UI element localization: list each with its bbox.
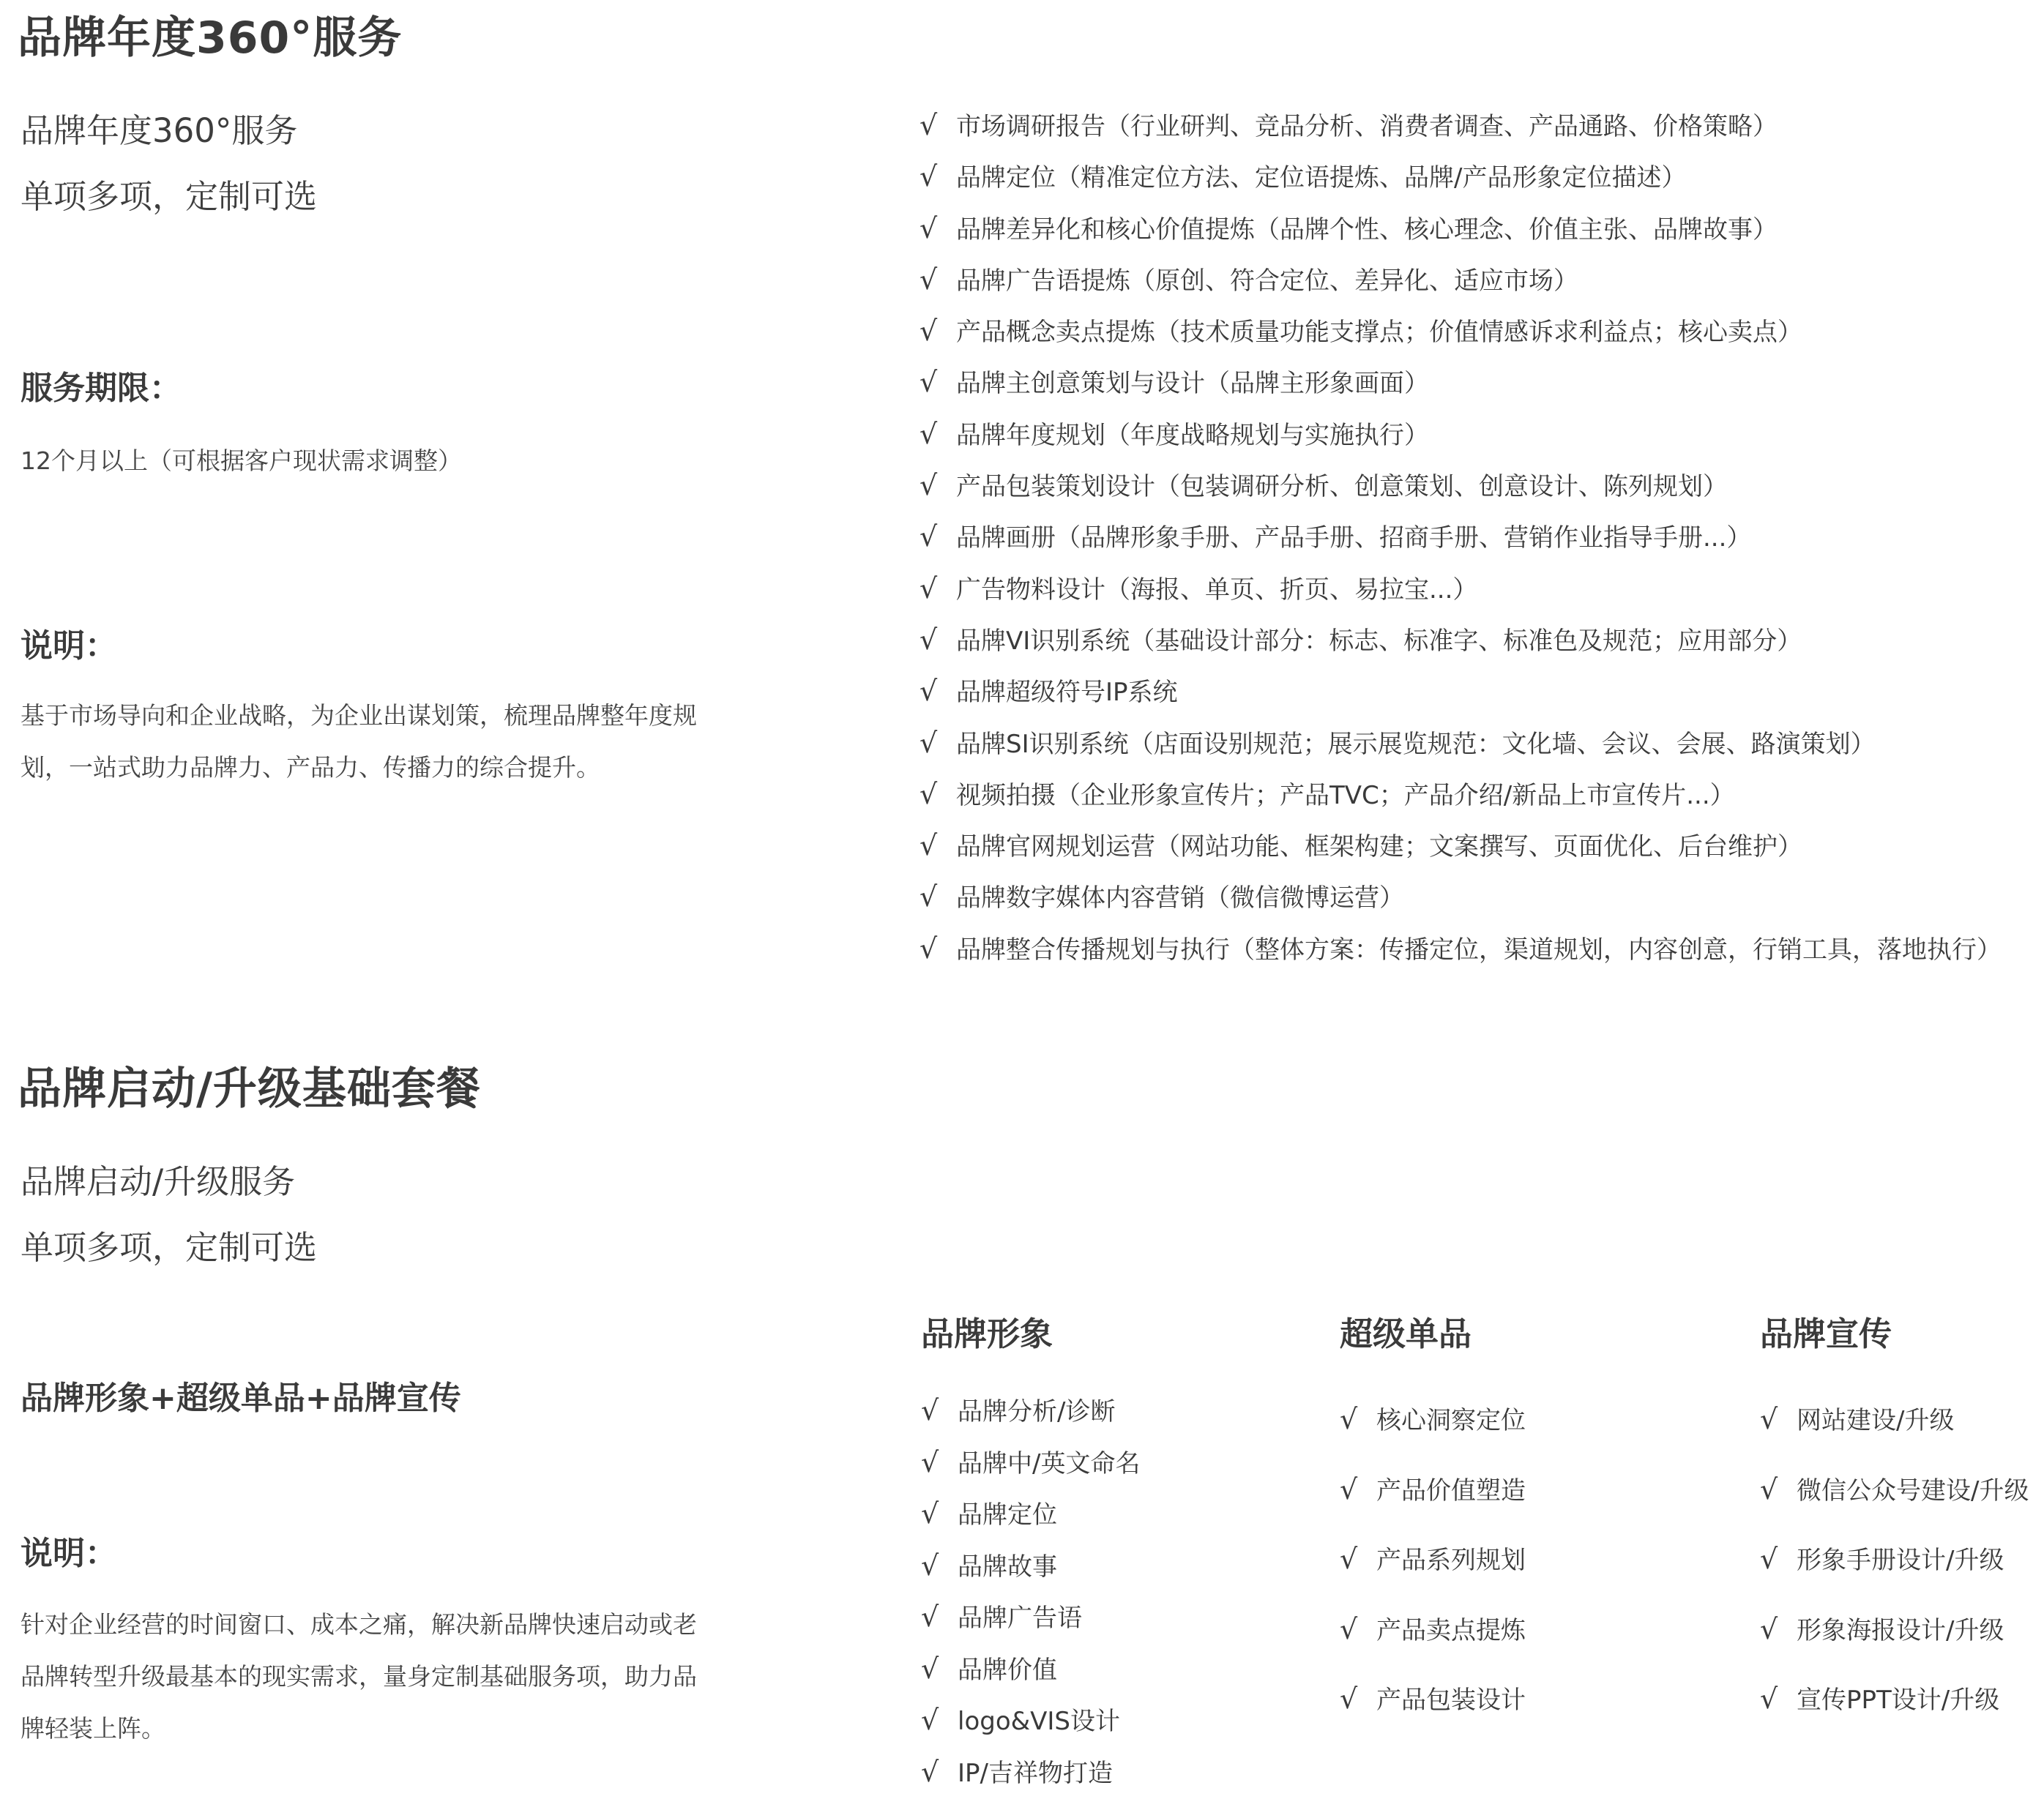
checkmark-icon: √ bbox=[920, 520, 938, 553]
checkmark-icon: √ bbox=[920, 726, 938, 759]
list-item-text: 微信公众号建设/升级 bbox=[1797, 1476, 2029, 1506]
list-item bbox=[921, 1540, 1140, 1592]
checkmark-icon: √ bbox=[920, 366, 938, 399]
list-item bbox=[921, 1437, 1140, 1489]
checkmark-icon: √ bbox=[920, 417, 938, 450]
list-item bbox=[920, 356, 2002, 408]
list-item-text: IP/吉祥物打造 bbox=[958, 1758, 1113, 1788]
list-item-text: 品牌数字媒体内容营销（微信微博运营） bbox=[956, 883, 1404, 913]
list-item bbox=[920, 254, 2002, 305]
list-item-text: 品牌中/英文命名 bbox=[958, 1448, 1141, 1478]
list-item-text: 品牌分析/诊断 bbox=[958, 1397, 1116, 1426]
checkmark-icon: √ bbox=[921, 1549, 939, 1582]
list-item-text: 品牌超级符号IP系统 bbox=[956, 678, 1178, 708]
column-title-brand-promotion: 品牌宣传 bbox=[1760, 1314, 1892, 1353]
section1-subtitle: 品牌年度360°服务 bbox=[20, 111, 298, 150]
list-item bbox=[920, 100, 2002, 151]
checkmark-icon: √ bbox=[920, 623, 938, 656]
section2-subtitle-2: 单项多项，定制可选 bbox=[20, 1228, 318, 1267]
list-item-text: 品牌广告语提炼（原创、符合定位、差异化、适应市场） bbox=[956, 266, 1578, 296]
list-item bbox=[920, 871, 2002, 922]
checkmark-icon: √ bbox=[921, 1755, 939, 1788]
section1-service-list bbox=[920, 100, 2002, 974]
list-item bbox=[921, 1591, 1140, 1643]
list-item-text: 广告物料设计（海报、单页、折页、易拉宝...） bbox=[956, 575, 1478, 605]
section2-subtitle: 品牌启动/升级服务 bbox=[20, 1162, 296, 1201]
list-item bbox=[921, 1643, 1140, 1695]
checkmark-icon: √ bbox=[920, 469, 938, 502]
list-item bbox=[921, 1488, 1140, 1540]
checkmark-icon: √ bbox=[921, 1394, 939, 1426]
list-item-text: 形象海报设计/升级 bbox=[1797, 1615, 2004, 1645]
column-list-brand-image bbox=[921, 1385, 1140, 1798]
checkmark-icon: √ bbox=[920, 212, 938, 244]
checkmark-icon: √ bbox=[921, 1704, 939, 1736]
list-item bbox=[920, 614, 2002, 665]
column-list-brand-promotion bbox=[1760, 1385, 2029, 1735]
checkmark-icon: √ bbox=[1760, 1473, 1778, 1506]
section1-title: 品牌年度360°服务 bbox=[18, 12, 403, 64]
list-item-text: 品牌定位（精准定位方法、定位语提炼、品牌/产品形象定位描述） bbox=[956, 163, 1687, 193]
list-item bbox=[1340, 1385, 1526, 1455]
checkmark-icon: √ bbox=[920, 675, 938, 708]
checkmark-icon: √ bbox=[920, 880, 938, 913]
service-period-text: 12个月以上（可根据客户现状需求调整） bbox=[20, 446, 462, 475]
list-item-text: logo&VIS设计 bbox=[958, 1707, 1121, 1736]
list-item-text: 品牌SI识别系统（店面设别规范；展示展览规范：文化墙、会议、会展、路演策划） bbox=[956, 729, 1876, 759]
checkmark-icon: √ bbox=[920, 932, 938, 965]
list-item-text: 产品价值塑造 bbox=[1376, 1476, 1526, 1506]
checkmark-icon: √ bbox=[1760, 1543, 1778, 1575]
list-item bbox=[920, 563, 2002, 614]
list-item bbox=[1760, 1664, 2029, 1735]
list-item bbox=[1760, 1455, 2029, 1525]
checkmark-icon: √ bbox=[1340, 1403, 1358, 1435]
list-item-text: 品牌整合传播规划与执行（整体方案：传播定位，渠道规划，内容创意，行销工具，落地执行） bbox=[956, 935, 2002, 965]
checkmark-icon: √ bbox=[920, 160, 938, 193]
checkmark-icon: √ bbox=[1340, 1473, 1358, 1506]
list-item bbox=[920, 511, 2002, 562]
list-item bbox=[921, 1694, 1140, 1746]
list-item bbox=[1340, 1664, 1526, 1735]
section1-desc-text: 基于市场导向和企业战略，为企业出谋划策，梳理品牌整年度规划，一站式助力品牌力、产品力、传播力的综合提升。 bbox=[20, 701, 697, 782]
list-item bbox=[920, 305, 2002, 356]
checkmark-icon: √ bbox=[921, 1497, 939, 1530]
list-item bbox=[921, 1385, 1140, 1437]
list-item bbox=[1340, 1525, 1526, 1595]
list-item bbox=[1340, 1595, 1526, 1665]
column-list-super-product bbox=[1340, 1385, 1526, 1735]
checkmark-icon: √ bbox=[920, 829, 938, 862]
checkmark-icon: √ bbox=[1760, 1403, 1778, 1435]
checkmark-icon: √ bbox=[920, 109, 938, 141]
list-item-text: 视频拍摄（企业形象宣传片；产品TVC；产品介绍/新品上市宣传片...） bbox=[956, 780, 1735, 810]
section2-desc-label: 说明： bbox=[20, 1535, 117, 1572]
checkmark-icon: √ bbox=[921, 1445, 939, 1478]
list-item-text: 产品概念卖点提炼（技术质量功能支撑点；价值情感诉求利益点；核心卖点） bbox=[956, 318, 1802, 348]
list-item-text: 宣传PPT设计/升级 bbox=[1797, 1686, 2000, 1715]
list-item bbox=[920, 923, 2002, 974]
section1-subtitle-2: 单项多项，定制可选 bbox=[20, 177, 318, 216]
list-item bbox=[920, 203, 2002, 254]
list-item-text: 品牌价值 bbox=[958, 1655, 1057, 1685]
list-item-text: 产品卖点提炼 bbox=[1376, 1615, 1526, 1645]
list-item bbox=[920, 151, 2002, 202]
section2-desc-text: 针对企业经营的时间窗口、成本之痛，解决新品牌快速启动或老品牌转型升级最基本的现实需求，量身定制基础服务项，助力品牌轻装上阵。 bbox=[20, 1610, 697, 1743]
list-item-text: 品牌画册（品牌形象手册、产品手册、招商手册、营销作业指导手册...） bbox=[956, 523, 1752, 553]
checkmark-icon: √ bbox=[920, 572, 938, 605]
checkmark-icon: √ bbox=[1760, 1612, 1778, 1645]
column-title-brand-image: 品牌形象 bbox=[921, 1314, 1053, 1353]
checkmark-icon: √ bbox=[1760, 1683, 1778, 1715]
list-item-text: 网站建设/升级 bbox=[1797, 1406, 1955, 1435]
list-item-text: 品牌广告语 bbox=[958, 1604, 1082, 1633]
checkmark-icon: √ bbox=[921, 1601, 939, 1633]
list-item-text: 市场调研报告（行业研判、竞品分析、消费者调查、产品通路、价格策略） bbox=[956, 112, 1778, 141]
list-item-text: 产品系列规划 bbox=[1376, 1546, 1526, 1575]
section2-title: 品牌启动/升级基础套餐 bbox=[18, 1063, 481, 1115]
checkmark-icon: √ bbox=[1340, 1683, 1358, 1715]
list-item bbox=[920, 665, 2002, 717]
list-item-text: 品牌定位 bbox=[958, 1500, 1057, 1530]
service-period-label: 服务期限： bbox=[20, 370, 182, 407]
package-label: 品牌形象+超级单品+品牌宣传 bbox=[20, 1380, 461, 1417]
checkmark-icon: √ bbox=[921, 1652, 939, 1685]
list-item bbox=[1760, 1385, 2029, 1455]
list-item-text: 产品包装设计 bbox=[1376, 1686, 1526, 1715]
list-item bbox=[920, 768, 2002, 820]
list-item bbox=[921, 1746, 1140, 1798]
list-item-text: 品牌差异化和核心价值提炼（品牌个性、核心理念、价值主张、品牌故事） bbox=[956, 214, 1778, 244]
list-item-text: 产品包装策划设计（包装调研分析、创意策划、创意设计、陈列规划） bbox=[956, 472, 1728, 502]
list-item-text: 品牌主创意策划与设计（品牌主形象画面） bbox=[956, 369, 1429, 399]
column-title-super-product: 超级单品 bbox=[1340, 1314, 1472, 1353]
section1-desc-label: 说明： bbox=[20, 627, 117, 665]
list-item bbox=[920, 408, 2002, 460]
list-item-text: 品牌VI识别系统（基础设计部分：标志、标准字、标准色及规范；应用部分） bbox=[956, 626, 1802, 656]
list-item bbox=[1760, 1595, 2029, 1665]
list-item bbox=[920, 460, 2002, 511]
list-item bbox=[920, 820, 2002, 871]
checkmark-icon: √ bbox=[1340, 1543, 1358, 1575]
list-item-text: 核心洞察定位 bbox=[1376, 1406, 1526, 1435]
list-item bbox=[1340, 1455, 1526, 1525]
list-item-text: 品牌年度规划（年度战略规划与实施执行） bbox=[956, 420, 1429, 450]
checkmark-icon: √ bbox=[1340, 1612, 1358, 1645]
list-item bbox=[1760, 1525, 2029, 1595]
checkmark-icon: √ bbox=[920, 263, 938, 296]
list-item bbox=[920, 717, 2002, 768]
checkmark-icon: √ bbox=[920, 777, 938, 810]
checkmark-icon: √ bbox=[920, 315, 938, 348]
list-item-text: 形象手册设计/升级 bbox=[1797, 1546, 2004, 1575]
list-item-text: 品牌官网规划运营（网站功能、框架构建；文案撰写、页面优化、后台维护） bbox=[956, 832, 1802, 862]
list-item-text: 品牌故事 bbox=[958, 1552, 1057, 1582]
